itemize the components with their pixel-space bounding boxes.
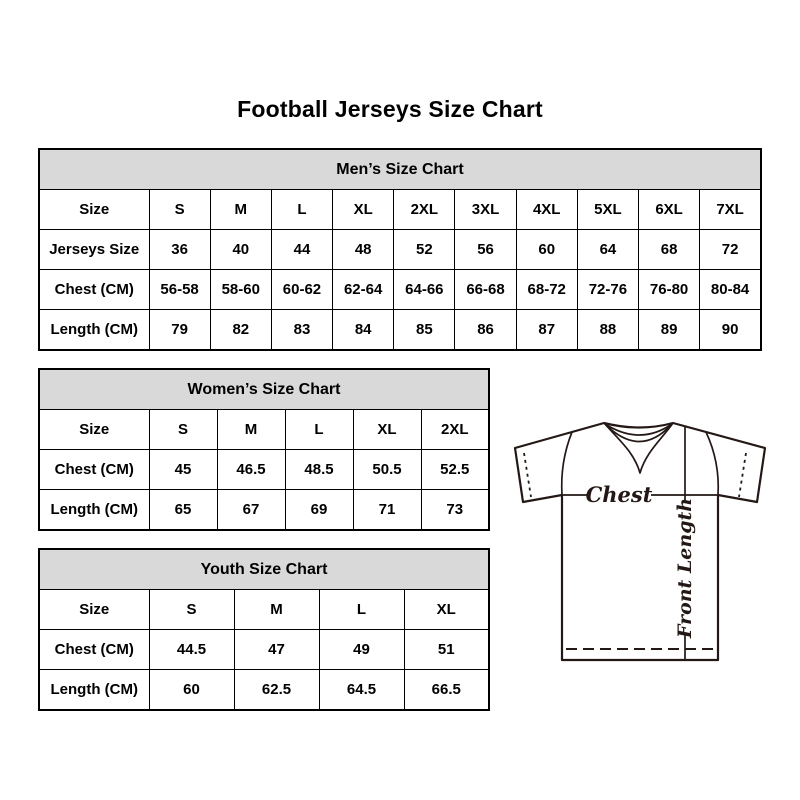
size-cell: 45 [149,450,217,490]
size-cell: 48 [333,230,394,270]
size-cell: 6XL [639,190,700,230]
size-cell: 89 [639,310,700,351]
size-cell: 82 [210,310,271,351]
size-cell: 60-62 [271,270,332,310]
size-cell: S [149,190,210,230]
size-cell: 3XL [455,190,516,230]
size-cell: 76-80 [639,270,700,310]
table-header-row [39,369,489,410]
table-title: Women’s Size Chart [39,369,489,410]
size-cell: M [234,590,319,630]
size-cell: 64-66 [394,270,455,310]
size-cell: 66.5 [404,670,489,711]
size-cell: 51 [404,630,489,670]
left-cuff-dashed-line [524,453,531,497]
size-cell: 72 [700,230,761,270]
row-label: Length (CM) [39,310,149,351]
size-cell: 36 [149,230,210,270]
size-cell: 85 [394,310,455,351]
size-cell: 48.5 [285,450,353,490]
size-cell: 62-64 [333,270,394,310]
size-cell: S [149,410,217,450]
size-cell: 2XL [421,410,489,450]
size-cell: 71 [353,490,421,531]
size-cell: 66-68 [455,270,516,310]
table-row [39,310,761,351]
right-cuff-dashed-line [739,453,746,497]
size-cell: 69 [285,490,353,531]
row-label: Chest (CM) [39,630,149,670]
left-armhole-seam [562,432,572,495]
row-label: Length (CM) [39,490,149,531]
size-cell: L [319,590,404,630]
size-cell: M [217,410,285,450]
size-cell: 52.5 [421,450,489,490]
size-cell: S [149,590,234,630]
size-cell: 49 [319,630,404,670]
size-cell: 67 [217,490,285,531]
row-label: Chest (CM) [39,270,149,310]
size-cell: 64.5 [319,670,404,711]
table-row [39,270,761,310]
chest-measure-label: Chest [585,482,653,507]
size-cell: 86 [455,310,516,351]
size-cell: 5XL [577,190,638,230]
front-length-label: Front Length [674,497,696,639]
size-cell: 60 [516,230,577,270]
size-cell: 56-58 [149,270,210,310]
size-cell: 68 [639,230,700,270]
size-cell: 84 [333,310,394,351]
page-title: Football Jerseys Size Chart [237,96,543,122]
row-label: Size [39,410,149,450]
size-cell: 40 [210,230,271,270]
size-cell: 2XL [394,190,455,230]
size-cell: 4XL [516,190,577,230]
size-cell: 88 [577,310,638,351]
size-cell: 87 [516,310,577,351]
right-armhole-seam [706,432,718,495]
jersey-measurement-diagram [500,398,770,688]
size-cell: 58-60 [210,270,271,310]
table-row [39,670,489,711]
size-cell: XL [353,410,421,450]
jersey-outline [515,423,765,660]
table-title: Youth Size Chart [39,549,489,590]
size-cell: 72-76 [577,270,638,310]
size-cell: 44 [271,230,332,270]
size-cell: 52 [394,230,455,270]
size-cell: 68-72 [516,270,577,310]
size-cell: 56 [455,230,516,270]
row-label: Jerseys Size [39,230,149,270]
youth-size-table [38,548,490,711]
size-cell: 44.5 [149,630,234,670]
table-title: Men’s Size Chart [39,149,761,190]
mens-size-table [38,148,762,351]
size-cell: XL [404,590,489,630]
size-cell: 46.5 [217,450,285,490]
size-cell: 64 [577,230,638,270]
collar-v-line [604,423,673,473]
row-label: Length (CM) [39,670,149,711]
size-cell: 90 [700,310,761,351]
size-cell: 62.5 [234,670,319,711]
size-cell: L [285,410,353,450]
table-header-row [39,549,489,590]
table-row [39,630,489,670]
size-cell: 65 [149,490,217,531]
size-cell: 60 [149,670,234,711]
size-cell: 50.5 [353,450,421,490]
size-cell: 80-84 [700,270,761,310]
size-cell: 73 [421,490,489,531]
size-cell: XL [333,190,394,230]
table-row [39,190,761,230]
size-cell: 83 [271,310,332,351]
table-header-row [39,149,761,190]
table-row [39,490,489,531]
size-cell: 79 [149,310,210,351]
row-label: Chest (CM) [39,450,149,490]
size-cell: M [210,190,271,230]
womens-size-table [38,368,490,531]
table-row [39,230,761,270]
table-row [39,590,489,630]
size-cell: 47 [234,630,319,670]
table-row [39,450,489,490]
size-cell: 7XL [700,190,761,230]
size-cell: L [271,190,332,230]
table-row [39,410,489,450]
row-label: Size [39,590,149,630]
row-label: Size [39,190,149,230]
